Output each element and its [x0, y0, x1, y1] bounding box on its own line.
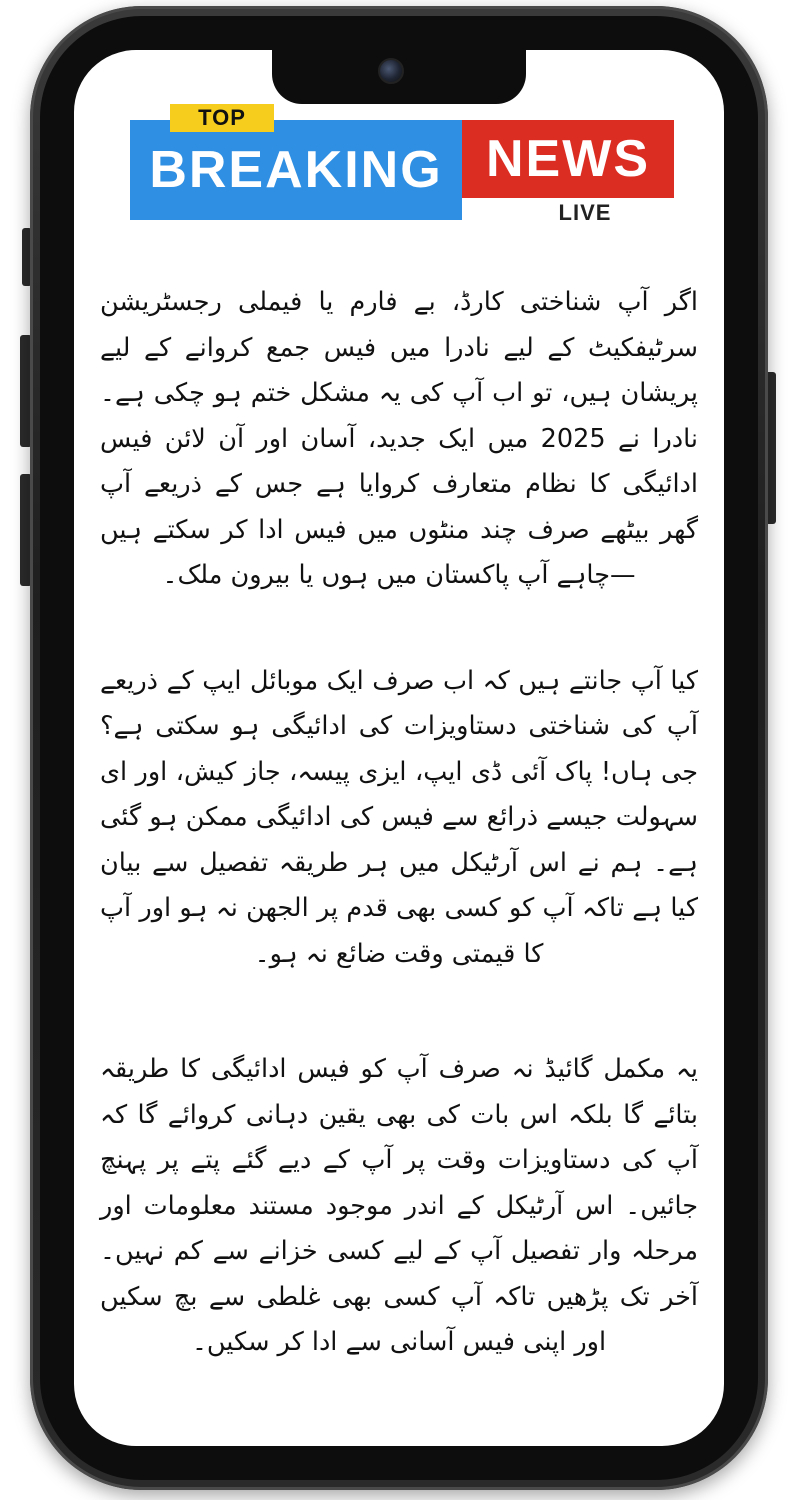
article-paragraph-2: کیا آپ جانتے ہیں کہ اب صرف ایک موبائل ایپ کے ذریعے آپ کی شناختی دستاویزات کی ادائیگی ہو سکتی ہے؟ جی ہاں! پاک آئی ڈی ایپ، ایزی پیسہ، جاز کیش، اور ای سہولت جیسے ذرائع سے فیس کی ادائیگی ممکن ہو گئی ہے۔ ہم نے اس آرٹیکل میں ہر طریقہ تفصیل سے بیان کیا ہے تاکہ آپ کو کسی بھی قدم پر الجھن نہ ہو اور آپ کا قیمتی وقت ضائع نہ ہو۔: [100, 665, 698, 969]
banner-news-label: NEWS: [462, 120, 674, 198]
front-camera-icon: [378, 58, 404, 84]
banner-live-label: LIVE: [540, 198, 630, 228]
banner-top-tag: TOP: [170, 104, 274, 132]
phone-screen[interactable]: [74, 50, 724, 1446]
article-body: [100, 280, 698, 1366]
article-paragraph-1: اگر آپ شناختی کارڈ، بے فارم یا فیملی رجسٹریشن سرٹیفکیٹ کے لیے نادرا میں فیس جمع کروانے کے لیے پریشان ہیں، تو اب آپ کی یہ مشکل ختم ہو چکی ہے۔ نادرا نے 2025 میں ایک جدید، آسان اور آن لائن فیس ادائیگی کا نظام متعارف کروایا ہے جس کے ذریعے آپ گھر بیٹھے صرف چند منٹوں میں فیس ادا کر سکتے ہیں—چاہے آپ پاکستان میں ہوں یا بیرون ملک۔: [100, 287, 698, 590]
phone-notch: [272, 50, 526, 104]
phone-frame: [30, 6, 768, 1490]
banner-breaking-label: BREAKING: [130, 120, 462, 220]
article-paragraph-3: یہ مکمل گائیڈ نہ صرف آپ کو فیس ادائیگی کا طریقہ بتائے گا بلکہ اس بات کی بھی یقین دہانی کروائے گا کہ آپ کی دستاویزات وقت پر آپ کے دیے گئے پتے پر پہنچ جائیں۔ اس آرٹیکل کے اندر موجود مستند معلومات اور مرحلہ وار تفصیل آپ کے لیے کسی خزانے سے کم نہیں۔ آخر تک پڑھیں تاکہ آپ کسی بھی غلطی سے بچ سکیں اور اپنی فیس آسانی سے ادا کر سکیں۔: [100, 1054, 698, 1357]
breaking-news-banner: [130, 102, 674, 234]
